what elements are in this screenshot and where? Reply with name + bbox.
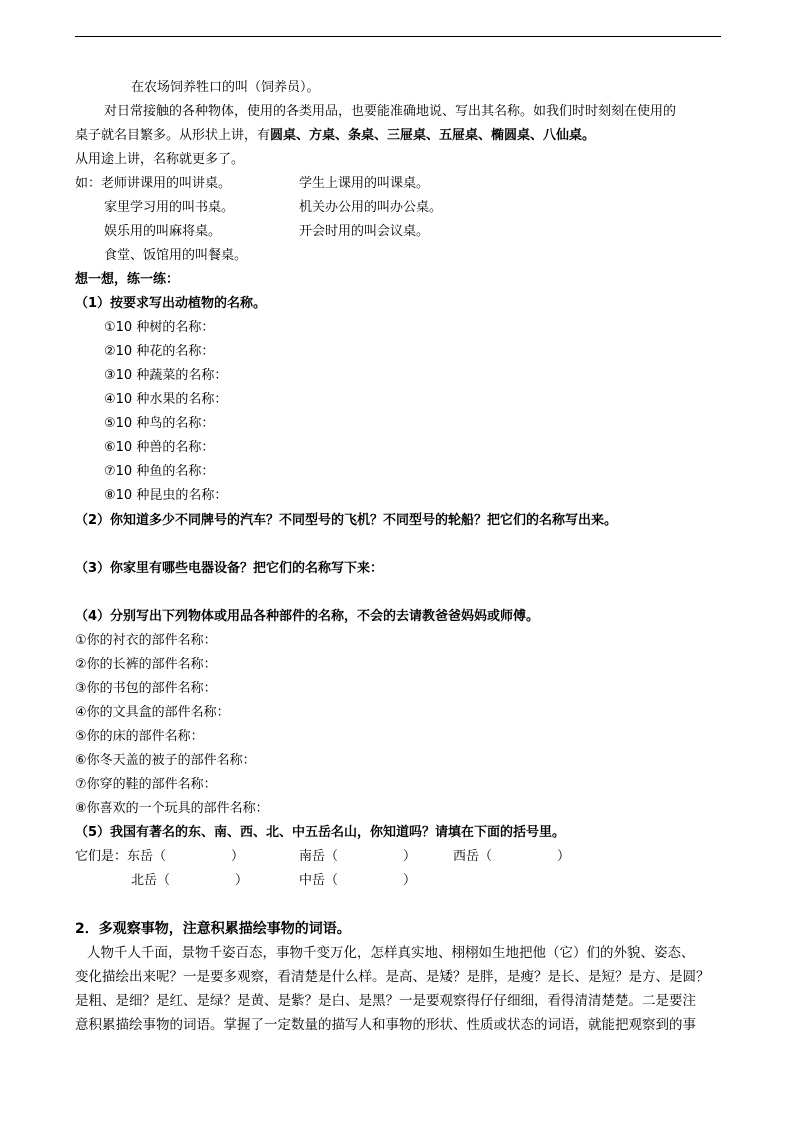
q4-item: ⑧你喜欢的一个玩具的部件名称： [75,801,269,816]
q1-item: ①10 种树的名称： [104,320,215,335]
q1-item: ⑤10 种鸟的名称： [104,416,215,431]
mountain-south: 南岳（ ） [299,849,417,864]
section-2-line-3: 是粗、是细？是红、是绿？是黄、是紫？是白、是黑？一是要观察得仔仔细细，看得清清楚楚。二是要注 [75,993,696,1009]
q1-item: ⑦10 种鱼的名称： [104,464,215,479]
exercise-title: 想一想，练一练： [75,272,180,287]
q4-item: ④你的文具盒的部件名称： [75,705,230,720]
example-2a: 家里学习用的叫书桌。 [104,200,235,215]
section-2-line-1: 人物千人千面，景物千姿百态，事物千变万化，怎样真实地、栩栩如生地把他（它）们的外貌、姿态、 [87,945,695,961]
mountain-west: 西岳（ ） [453,849,571,864]
q4-item: ⑦你穿的鞋的部件名称： [75,777,217,792]
mountain-north: 北岳（ ） [131,873,249,888]
q4-item: ③你的书包的部件名称： [75,681,217,696]
example-3b: 开会时用的叫会议桌。 [299,224,430,239]
mountain-center: 中岳（ ） [299,873,417,888]
q1-item: ⑥10 种兽的名称： [104,440,215,455]
q1-item: ④10 种水果的名称： [104,392,228,407]
question-5: （5）我国有著名的东、南、西、北、中五岳名山，你知道吗？请填在下面的括号里。 [75,825,566,840]
question-3: （3）你家里有哪些电器设备？把它们的名称写下来： [75,561,384,576]
q4-item: ②你的长裤的部件名称： [75,657,217,672]
intro-line-1: 对日常接触的各种物体，使用的各类用品，也要能准确地说、写出其名称。如我们时时刻刻在使用的 [104,104,677,119]
example-1a: 如：老师讲课用的叫讲桌。 [75,176,232,191]
q1-item: ②10 种花的名称： [104,344,215,359]
q4-item: ⑤你的床的部件名称： [75,729,204,744]
q1-item: ③10 种蔬菜的名称： [104,368,228,383]
example-2b: 机关办公用的叫办公桌。 [299,200,443,215]
intro-line-2-text: 桌子就名目繁多。从形状上讲，有 [75,128,271,143]
section-2-line-4: 意积累描绘事物的词语。掌握了一定数量的描写人和事物的形状、性质或状态的词语，就能把观察到的事 [75,1017,696,1033]
question-1: （1）按要求写出动植物的名称。 [75,296,267,311]
q4-item: ①你的衬衣的部件名称： [75,633,217,648]
mountain-east: 它们是：东岳（ ） [75,849,245,864]
example-1b: 学生上课用的叫课桌。 [299,176,430,191]
intro-line-2 [75,128,595,144]
header-rule [75,36,721,37]
q4-item: ⑥你冬天盖的被子的部件名称： [75,753,256,768]
example-3a: 娱乐用的叫麻将桌。 [104,224,222,239]
section-2-heading: 2．多观察事物，注意积累描绘事物的词语。 [75,921,351,937]
intro-line-0: 在农场饲养牲口的叫（饲养员）。 [131,80,320,95]
section-2-line-2: 变化描绘出来呢？一是要多观察，看清楚是什么样。是高、是矮？是胖，是瘦？是长、是短？是方、是圆？ [75,969,710,985]
table-types: 圆桌、方桌、条桌、三屉桌、五屉桌、椭圆桌、八仙桌。 [270,128,596,143]
intro-line-3: 从用途上讲，名称就更多了。 [75,152,245,167]
example-4a: 食堂、饭馆用的叫餐桌。 [104,248,248,263]
q1-item: ⑧10 种昆虫的名称： [104,488,228,503]
question-2: （2）你知道多少不同牌号的汽车？不同型号的飞机？不同型号的轮船？把它们的名称写出来。 [75,513,618,528]
question-4: （4）分别写出下列物体或用品各种部件的名称，不会的去请教爸爸妈妈或师傅。 [75,609,540,624]
